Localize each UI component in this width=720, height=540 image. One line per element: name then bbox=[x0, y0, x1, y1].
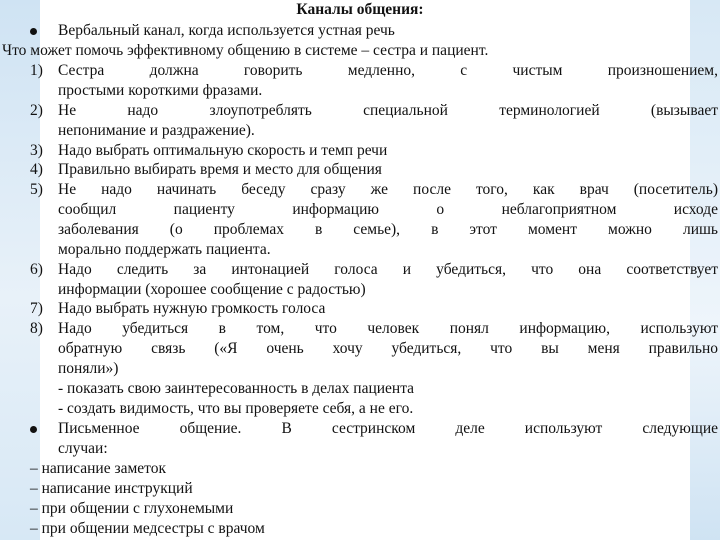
item-line: сообщил пациенту информацию о неблагоприятном исходе bbox=[58, 201, 718, 218]
item-number: 1) bbox=[30, 62, 43, 79]
item-number: 3) bbox=[30, 142, 43, 159]
item-line: Правильно выбирать время и место для общения bbox=[58, 161, 382, 178]
bullet-dot bbox=[30, 426, 37, 433]
item-line: простыми короткими фразами. bbox=[58, 82, 263, 99]
item-line: информации (хорошее сообщение с радостью) bbox=[58, 281, 366, 298]
dash-item: – при общении с глухонемыми bbox=[30, 500, 234, 517]
slide-title: Каналы общения: bbox=[296, 1, 424, 18]
item-line: Не надо злоупотреблять специальной терминологией (вызывает bbox=[58, 102, 718, 119]
item-line: Надо следить за интонацией голоса и убедиться, что она соответствует bbox=[58, 261, 718, 278]
item-line: непонимание и раздражение). bbox=[58, 122, 255, 139]
intro-line: Что может помочь эффективному общению в системе – сестра и пациент. bbox=[2, 42, 489, 59]
item-line: морально поддержать пациента. bbox=[58, 241, 271, 258]
item-line: Надо убедиться в том, что человек понял информацию, используют bbox=[58, 320, 718, 337]
written-channel-bullet: Письменное общение. В сестринском деле используют следующие bbox=[58, 420, 718, 437]
sub-point: - показать свою заинтересованность в делах пациента bbox=[58, 380, 415, 397]
item-line: обратную связь («Я очень хочу убедиться, что вы меня правильно bbox=[58, 340, 718, 357]
dash-item: – написание заметок bbox=[30, 460, 167, 477]
item-number: 2) bbox=[30, 102, 43, 119]
item-number: 8) bbox=[30, 320, 43, 337]
item-line: Сестра должна говорить медленно, с чистым произношением, bbox=[58, 62, 718, 79]
item-number: 5) bbox=[30, 181, 43, 198]
dash-item: – написание инструкций bbox=[30, 480, 193, 497]
item-line: Надо выбрать оптимальную скорость и темп речи bbox=[58, 142, 388, 159]
bullet-dot bbox=[30, 28, 37, 35]
item-line: Не надо начинать беседу сразу же после того, как врач (посетитель) bbox=[58, 181, 718, 198]
sub-point: - создать видимость, что вы проверяете себя, а не его. bbox=[58, 400, 414, 417]
item-number: 6) bbox=[30, 261, 43, 278]
written-channel-bullet-cont: случаи: bbox=[58, 440, 108, 457]
item-line: поняли») bbox=[58, 360, 119, 377]
item-line: заболевания (о проблемах в семье), в этот момент можно лишь bbox=[58, 221, 718, 238]
item-number: 7) bbox=[30, 300, 43, 317]
dash-item: – при общении медсестры с врачом bbox=[30, 520, 265, 537]
item-number: 4) bbox=[30, 161, 43, 178]
item-line: Надо выбрать нужную громкость голоса bbox=[58, 300, 326, 317]
verbal-channel-bullet: Вербальный канал, когда используется устная речь bbox=[58, 22, 395, 39]
